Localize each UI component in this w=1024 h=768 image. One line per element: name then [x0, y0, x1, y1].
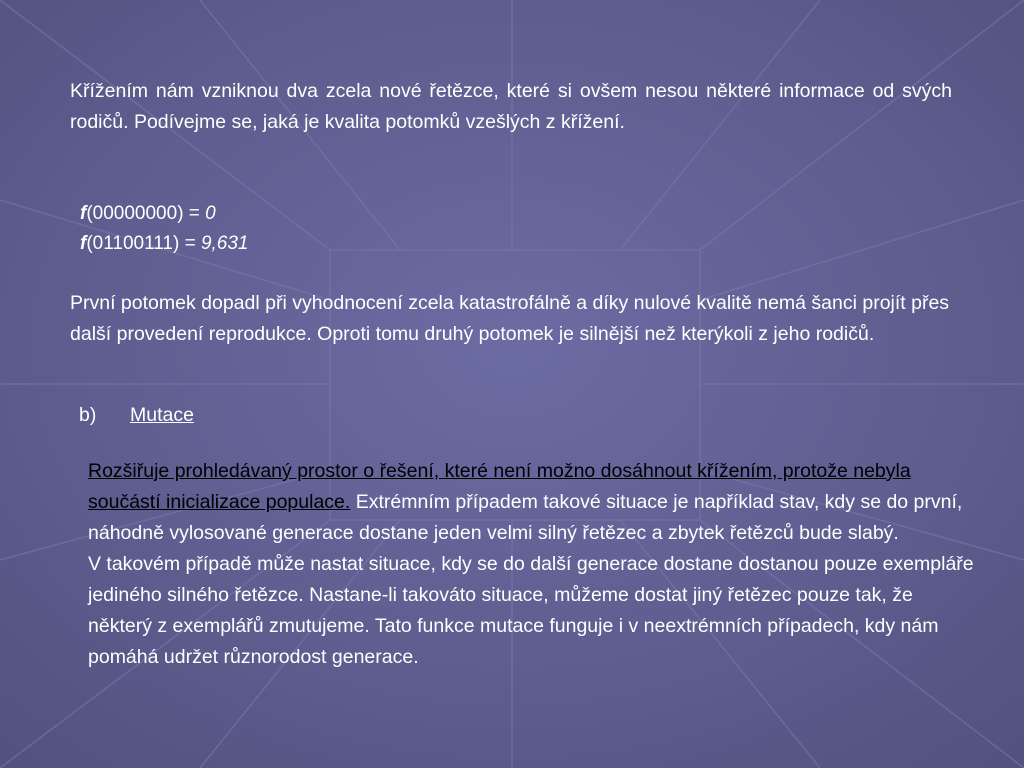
- fitness-formulas: [80, 199, 249, 259]
- formula-function: f: [80, 233, 87, 254]
- intro-paragraph: Křížením nám vzniknou dva zcela nové řetězce, které si ovšem nesou některé informace od svých rodičů. Podívejme se, jaká je kvalita potomků vzešlých z křížení.: [70, 80, 952, 133]
- section-heading: [79, 401, 194, 429]
- formula-argument: (00000000) =: [86, 203, 206, 224]
- section-title-link[interactable]: Mutace: [130, 404, 194, 426]
- formula-value: 0: [205, 203, 216, 224]
- mutation-continuation: V takovém případě může nastat situace, kdy se do další generace dostane dostanou pouze exempláře jediného silného řetězce. Nastane-li takováto situace, můžeme dostat jiný řetězec pouze tak, že některý z exemplářů zmutujeme. Tato funkce mutace funguje i v neextrémních případech, kdy nám pomáhá udržet různorodost generace.: [88, 553, 974, 668]
- mutation-paragraph: [88, 456, 978, 673]
- formula-function: f: [80, 203, 87, 224]
- formula-line: [80, 199, 249, 229]
- section-number: b): [79, 404, 97, 426]
- mutation-text: Extrémním případem takové situace je například stav, kdy se do první, náhodně vylosované generace dostane jeden velmi silný řetězec a zbytek řetězců bude slabý.: [88, 491, 963, 544]
- formula-argument: (01100111) =: [86, 233, 201, 254]
- formula-value: 9,631: [200, 233, 249, 254]
- formula-line: [80, 229, 249, 259]
- mutation-highlight: Rozšiřuje prohledávaný prostor o řešení, které není možno dosáhnout křížením, protože nebyla součástí inicializace populace.: [88, 460, 911, 513]
- result-paragraph: První potomek dopadl při vyhodnocení zcela katastrofálně a díky nulové kvalitě nemá šanci projít přes další provedení reprodukce. Oproti tomu druhý potomek je silnější než kterýkoli z jeho rodičů.: [70, 292, 950, 345]
